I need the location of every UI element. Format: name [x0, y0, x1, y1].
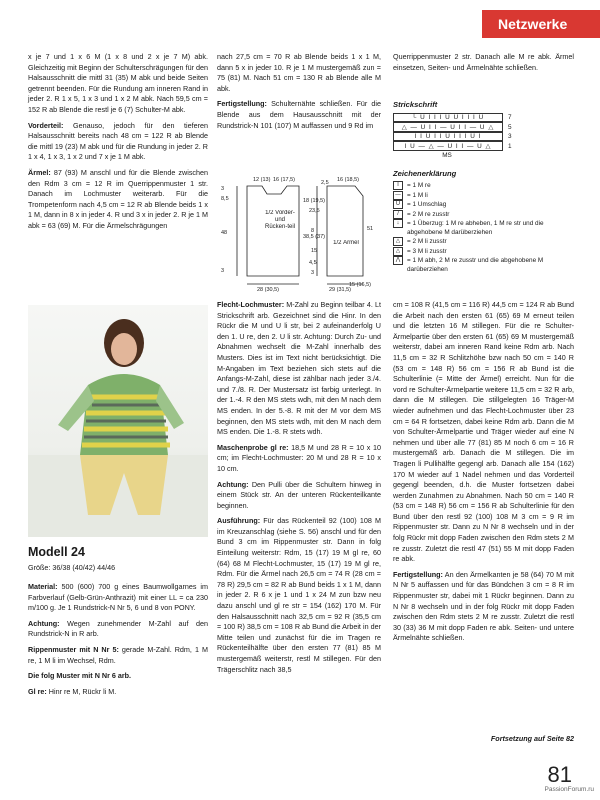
- legend-text: = 1 Überzug: 1 M re abheben, 1 M re str und die abgehobene M darüberziehen: [407, 220, 544, 236]
- paragraph: [28, 645, 208, 666]
- paragraph-vorderteil: [28, 121, 208, 163]
- text: M-Zahl zu Beginn teilbar 4. Lt Strickschrift arb. Gezeichnet sind die Hinr. In den Rückr die M und U li str, bei 2 aufeinanderfolg U den 1. U re, den 2. U li str. Achtung: Durch Zu- und Abnahmen wechselt die M-Zahl innerhalb des Musters. Dies ist im Text nicht berücksichtigt. Die M-Angaben im Text beziehen sich stets auf die Anfangs-M-Zahl, diese ist zählbar nach jeder 3./4. und 7./8. R. Der Mustersatz ist farbig unterlegt. In der 1.-4. R den MS stets wdh, mit den M nach dem MS enden. In der 5.-8. R mit der M vor dem MS beginnen, den MS stets wdh, mit den M nach dem MS enden. Die 1.-8. R stets wdh.: [217, 300, 381, 437]
- chart-row: [393, 113, 513, 123]
- symbol-icon: /: [393, 210, 403, 219]
- label: Maschenprobe gl re:: [217, 442, 289, 452]
- text: Den Pulli über die Schultern hinweg in einem Stück str. An der unteren Rückenteilkante beginnen.: [217, 479, 381, 510]
- column-2-bottom: [217, 300, 381, 680]
- column-1-top: [28, 52, 208, 237]
- chart-title: Strickschrift: [393, 100, 438, 109]
- dim-label: 15 (16,5): [349, 282, 372, 288]
- dim-label: 16 (18,5): [337, 177, 360, 183]
- legend-text: = 1 M re: [407, 182, 431, 190]
- dim-label: 3: [221, 186, 225, 192]
- legend-text: = 1 M li: [407, 191, 428, 199]
- dim-label: 29 (31,5): [329, 287, 352, 292]
- legend-item: [393, 191, 574, 201]
- paragraph: [217, 480, 381, 512]
- legend-list: [393, 181, 574, 274]
- knitting-chart: [393, 100, 574, 300]
- label: Fertigstellung:: [217, 99, 267, 109]
- watermark: PassionForum.ru: [544, 786, 594, 793]
- dim-label: 4,5: [309, 260, 317, 266]
- symbol-icon: —: [393, 191, 403, 200]
- label: Gl re:: [28, 686, 47, 696]
- legend-item: [393, 181, 574, 191]
- row-number: 1: [508, 142, 512, 150]
- dim-label: 12 (13): [253, 177, 271, 183]
- label: Material:: [28, 582, 58, 591]
- column-3-bottom: [393, 300, 574, 649]
- paragraph: [217, 300, 381, 438]
- row-cells: I U — △ — U I I — U △: [393, 141, 503, 151]
- text: An den Ärmelkanten je 58 (64) 70 M mit N Nr 5 auffassen und für das Bündchen 3 cm = 8 R im Rippenmuster str, dabei mit 1 Rückr beginnen. Dann zu N Nr 8 wechseln und in der folg Rückr mit dopp Faden zwischen den Rdm stets 2 M re zusstr. Zuletzt die restl 30 (33) 36 M mit dopp Faden re abk. Seiten- und untere Ärmelnähte schließen.: [393, 569, 574, 643]
- symbol-icon: △: [393, 237, 403, 246]
- paragraph-fertigstellung: [217, 99, 381, 131]
- dim-label: 28 (30,5): [257, 287, 280, 292]
- row-number: 3: [508, 133, 512, 141]
- dim-label: 23,5: [309, 208, 320, 214]
- dim-label: 8: [311, 228, 315, 234]
- label: Ärmel:: [28, 167, 51, 177]
- chart-row: [393, 123, 513, 133]
- repeat-label: MS: [442, 152, 452, 159]
- symbol-icon: ⋀: [393, 256, 403, 265]
- dim-label: 15: [311, 248, 318, 254]
- label: Achtung:: [28, 618, 60, 628]
- text: Für das Rückenteil 92 (100) 108 M im Kreuzanschlag (siehe S. 56) anschl und für den Bund 3 cm im Rippenmuster str. Dann in folg Einteilung weiterstr: Rdm, 15 (17) 19 M gl re, 60 (64) 68 M Flecht-Lochmuster, 15 (17) 19 M gl re, Rdm. Für die Ärmel nach 26,5 cm = 74 R (28 cm = 78 R) 29,5 cm = 82 R ab Bund beids 1 x 1 M, dann in jeder 2. R 6 x je 1 und 1 x 24 M zun bzw neu dazu anschl und gl re str = 154 (162) 170 M. Für den Halsausschnitt nach 32,5 cm = 92 R (35,5 cm = 100 R) 38,5 cm = 108 R ab Bund die Arbeit in der Mitte teilen und zunächst für die im Tragen re Rückenteilhälfte über den ersten 77 (81) 85 M mustergemäß weiterstr, restl M stillegen. Für den Trägerschlitz nach 38,5: [217, 516, 381, 674]
- column-1-bottom: [28, 582, 208, 702]
- label: Ausführung:: [217, 516, 261, 526]
- paragraph: Querrippenmuster 2 str. Danach alle M re abk. Ärmel einsetzen, Seiten- und Ärmelnähte schließen.: [393, 52, 574, 72]
- dim-label: 48: [221, 230, 228, 236]
- paragraph: nach 27,5 cm = 70 R ab Blende beids 1 x 1 M, dann 5 x in jeder 10. R je 1 M mustergemäß zun = 75 (81) M. Nach 51 cm = 130 R ab Blende alle M abk.: [217, 52, 381, 93]
- label: Achtung:: [217, 479, 249, 489]
- paragraph: [217, 516, 381, 675]
- paragraph: x je 7 und 1 x 6 M (1 x 8 und 2 x je 7 M) abk. Gleichzeitig mit Beginn der Schulterschrägungen für den Halsausschnitt die mittl 31 (35) M abk und beide Seiten getrennt beenden. Für die Rundung am inneren Rand in jeder 2. R 1 x 5, 1 x 3 und 1 x 2 M abk. Nach 59,5 cm = 152 R ab Blende die restl je 6 (7) Schulter-M abk.: [28, 52, 208, 114]
- dim-label: 38,5 (37): [303, 234, 326, 240]
- continuation-note: Fortsetzung auf Seite 82: [490, 734, 574, 743]
- legend-text: = 2 M li zusstr: [407, 238, 447, 246]
- text: Wegen zunehmender M-Zahl auf den Rundstrick-N in R arb.: [28, 618, 209, 639]
- legend-text: = 3 M li zusstr: [407, 247, 447, 255]
- text: 87 (93) M anschl und für die Blende zwischen den Rdm 3 cm = 12 R im Querrippenmuster 1 str. Danach im Lochmuster weiterarb. Für die Trompetenform nach 4,5 cm = 12 R ab Blende beids 1 x 1 M, dann in 8 x in jeder 4. R und 3 x in jeder 2. R je 1 M abk = 63 (69) M. Für die Ärmelschrägungen: [28, 167, 208, 230]
- text: Hinr re M, Rückr li M.: [48, 686, 117, 696]
- legend-item: [393, 256, 574, 274]
- model-photo: [28, 305, 208, 537]
- legend-text: = 1 M abh, 2 M re zusstr und die abgehobene M darüberziehen: [407, 257, 544, 273]
- dim-label: 2,5: [321, 180, 329, 186]
- schematic-diagram: [217, 172, 387, 292]
- row-number: 5: [508, 123, 512, 131]
- paragraph: [393, 570, 574, 644]
- text: gerade M-Zahl. Rdm, 1 M re, 1 M li im Wechsel, Rdm.: [28, 644, 208, 665]
- dim-label: 3: [311, 270, 315, 276]
- text: Genauso, jedoch für den tieferen Halsausschnitt bereits nach 48 cm = 122 R ab Blende die mittl 19 (23) M abk und für die Rundung in jeder 2. R 1 x 4, 1 x 3, 1 x 2 und 7 x je 1 M abk.: [28, 120, 208, 162]
- row-cells: I I U I I U I I I U I: [393, 132, 503, 141]
- symbol-icon: I: [393, 181, 403, 190]
- schematic-svg: [217, 172, 387, 292]
- symbol-icon: U: [393, 200, 403, 209]
- column-3-top: [393, 52, 574, 78]
- legend-text: = 1 Umschlag: [407, 201, 447, 209]
- model-title: Modell 24: [28, 545, 85, 559]
- dim-label: 3: [221, 268, 225, 274]
- paragraph: [217, 443, 381, 475]
- dim-label: 8,5: [221, 196, 229, 202]
- paragraph: [28, 582, 208, 614]
- label: Flecht-Lochmuster:: [217, 300, 285, 309]
- symbol-icon: △: [393, 247, 403, 256]
- legend-item: [393, 237, 574, 247]
- text: Schulternähte schließen. Für die Blende aus dem Hausausschnitt mit der Rundstrick-N 101 (107) M auffassen und 9 Rd im: [217, 99, 381, 130]
- model-illustration: [28, 305, 208, 537]
- legend-item: [393, 247, 574, 257]
- legend-title: Zeichenerklärung: [393, 169, 457, 178]
- text: 18,5 M und 28 R = 10 x 10 cm; im Flecht-Lochmuster: 20 M und 28 R = 10 x 10 cm.: [217, 442, 381, 473]
- sleeve-label: 1/2 Ärmel: [333, 240, 359, 246]
- sleeve-outline: [327, 186, 363, 276]
- legend-text: = 2 M re zusstr: [407, 210, 450, 218]
- paragraph-aermel: [28, 168, 208, 232]
- paragraph: [28, 619, 208, 640]
- paragraph: cm = 108 R (41,5 cm = 116 R) 44,5 cm = 124 R ab Bund die Arbeit nach den ersten 61 (65) 69 M erneut teilen und die letzten 16 M stillegen. Für die re Schulter-Ärmelpartie über den ersten 61 (65) 69 M mustergemäß weiterstr, dabei am inneren Rand keine Rdm arb. Nach 11,5 cm = 32 R Schlitzhöhe bzw nach 50 cm = 140 R (53 cm = 148 R) 56 cm = 156 R ab Bund ist die Schulterlinie (= Mitte der Ärmel) erreicht. Nun für die vord re Schulter-Ärmelpartie weitere 11,5 cm = 32 R arb, dann die M stillegen. Die stillgelegten 16 Träger-M wieder aufnehmen und das Flecht-Lochmuster über 23 cm = 64 R fortsetzen, dabei keine Rdm arb. Dann die M von Schulter-Ärmelpartie und Träger wieder auf eine N nehmen und über alle 77 (81) 85 M noch 6 cm = 16 R mustergemäß arb. Danach die M stillegen. Die im Tragen li Pullihälfte gegengl arb. Danach alle 154 (162) 170 M wieder auf 1 Nadel nehmen und das Vorderteil gegengl beenden, d.h. die Muster fortsetzen dabei werden Zunahmen zu Abnahmen. Nach 50 cm = 140 R (53 cm = 148 R) 56 cm = 156 R ab Schulterlinie für den Bund über den restl 92 (100) 108 M 3 cm = 9 R im Rippenmuster str. Dann zu N Nr 8 wechseln und in der folg Rückr mit dopp Faden zwischen den Rdm stets 2 M re zusstr. Zuletzt die restl 47 (51) 55 M mit dopp Faden re abk.: [393, 300, 574, 564]
- symbol-icon: ↓: [393, 219, 403, 228]
- column-2-top: [217, 52, 381, 136]
- dim-label: 18 (19,5): [303, 198, 326, 204]
- page-number: 81: [547, 762, 572, 787]
- paragraph: [28, 671, 208, 682]
- chart-row: [393, 142, 513, 152]
- label: Die folg Muster mit N Nr 6 arb.: [28, 671, 132, 681]
- paragraph: [28, 687, 208, 698]
- section-tag: Netzwerke: [482, 10, 600, 38]
- chart-row: [393, 132, 513, 142]
- row-cells: └ U I I I U U I I I U: [393, 113, 503, 122]
- legend-item: [393, 219, 574, 237]
- body-label: 1/2 Vorder- und Rücken-teil: [264, 210, 295, 230]
- text: 500 (600) 700 g eines Baumwollgarnes im Farbverlauf (Gelb-Grün-Anthrazit) mit einer LL = ca 230 m/100 g. Je 1 Rundstrick-N Nr 5, 6 und 8 von PONY.: [28, 582, 208, 613]
- dim-label: 51: [367, 226, 374, 232]
- label: Vorderteil:: [28, 120, 64, 130]
- dim-label: 16 (17,5): [273, 177, 296, 183]
- row-number: 7: [508, 114, 512, 122]
- label: Rippenmuster mit N Nr 5:: [28, 644, 119, 654]
- legend-item: [393, 210, 574, 220]
- label: Fertigstellung:: [393, 569, 443, 579]
- legend-item: [393, 200, 574, 210]
- model-sizes: Größe: 36/38 (40/42) 44/46: [28, 563, 116, 572]
- row-cells: △ — U I I — U I I — U △: [393, 122, 503, 132]
- chart-grid: [393, 113, 513, 159]
